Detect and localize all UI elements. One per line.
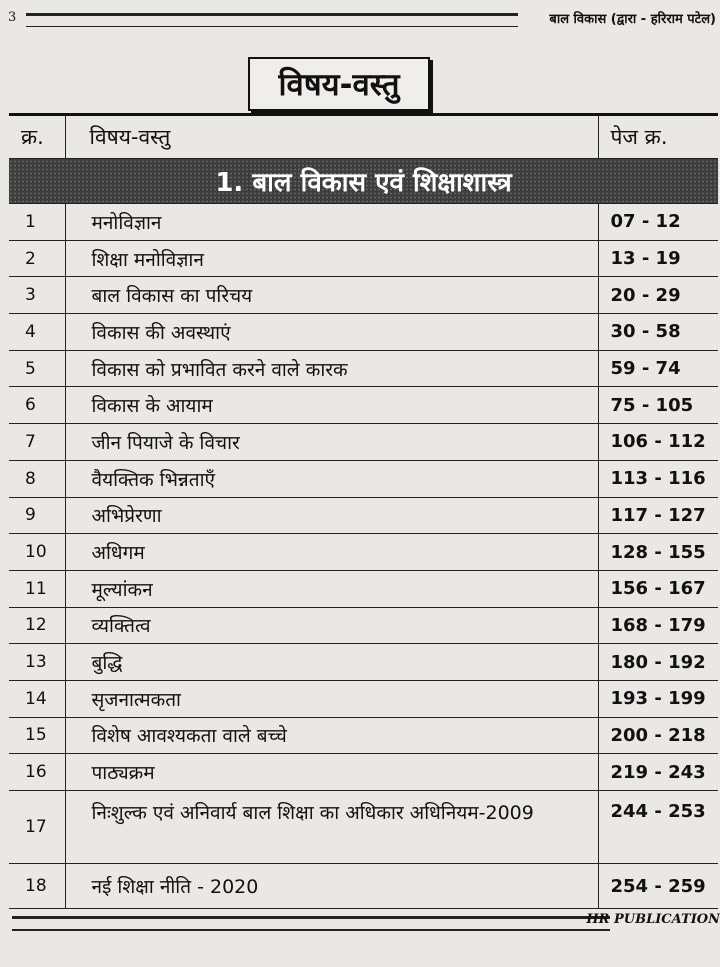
row-pages: 75 - 105 — [598, 387, 718, 424]
row-number: 3 — [9, 277, 65, 314]
row-number: 11 — [9, 570, 65, 607]
row-pages: 254 - 259 — [598, 864, 718, 909]
table-row — [9, 350, 718, 387]
table-row — [9, 314, 718, 351]
header-page: पेज क्र. — [598, 115, 718, 159]
table-row — [9, 791, 718, 864]
row-pages: 180 - 192 — [598, 644, 718, 681]
row-number: 16 — [9, 754, 65, 791]
table-row — [9, 680, 718, 717]
row-topic: बाल विकास का परिचय — [65, 277, 598, 314]
row-topic: मूल्यांकन — [65, 570, 598, 607]
row-pages: 20 - 29 — [598, 277, 718, 314]
table-row — [9, 644, 718, 681]
table-row — [9, 864, 718, 909]
table-row — [9, 460, 718, 497]
section-title: 1. बाल विकास एवं शिक्षाशास्त्र — [9, 159, 718, 204]
row-topic: व्यक्तित्व — [65, 607, 598, 644]
table-row — [9, 534, 718, 571]
row-topic: विशेष आवश्यकता वाले बच्चे — [65, 717, 598, 754]
row-pages: 200 - 218 — [598, 717, 718, 754]
row-number: 15 — [9, 717, 65, 754]
row-topic: अधिगम — [65, 534, 598, 571]
row-topic: नई शिक्षा नीति - 2020 — [65, 864, 598, 909]
table-row — [9, 277, 718, 314]
row-pages: 113 - 116 — [598, 460, 718, 497]
row-topic: बुद्धि — [65, 644, 598, 681]
row-number: 13 — [9, 644, 65, 681]
row-pages: 128 - 155 — [598, 534, 718, 571]
row-topic: विकास के आयाम — [65, 387, 598, 424]
row-pages: 219 - 243 — [598, 754, 718, 791]
row-topic: विकास को प्रभावित करने वाले कारक — [65, 350, 598, 387]
row-topic: सृजनात्मकता — [65, 680, 598, 717]
table-row — [9, 754, 718, 791]
header-number: क्र. — [9, 115, 65, 159]
section-banner — [9, 159, 718, 204]
row-number: 8 — [9, 460, 65, 497]
table-row — [9, 570, 718, 607]
footer-rule — [12, 916, 610, 931]
table-row — [9, 240, 718, 277]
row-pages: 13 - 19 — [598, 240, 718, 277]
row-pages: 30 - 58 — [598, 314, 718, 351]
row-number: 18 — [9, 864, 65, 909]
row-pages: 168 - 179 — [598, 607, 718, 644]
row-topic: अभिप्रेरणा — [65, 497, 598, 534]
header-subject: विषय-वस्तु — [65, 115, 598, 159]
toc-title: विषय-वस्तु — [248, 57, 430, 111]
row-number: 17 — [9, 791, 65, 864]
page-number: 3 — [8, 10, 17, 25]
row-pages: 117 - 127 — [598, 497, 718, 534]
row-number: 4 — [9, 314, 65, 351]
row-number: 7 — [9, 424, 65, 461]
table-row — [9, 204, 718, 241]
running-title: बाल विकास (द्वारा - हरिराम पटेल) — [549, 12, 716, 27]
row-pages: 244 - 253 — [598, 791, 718, 864]
publisher-name: HR PUBLICATION — [586, 912, 720, 927]
row-topic: शिक्षा मनोविज्ञान — [65, 240, 598, 277]
table-header-row — [9, 115, 718, 159]
row-pages: 07 - 12 — [598, 204, 718, 241]
row-number: 9 — [9, 497, 65, 534]
row-number: 14 — [9, 680, 65, 717]
row-topic: विकास की अवस्थाएं — [65, 314, 598, 351]
row-pages: 193 - 199 — [598, 680, 718, 717]
row-number: 1 — [9, 204, 65, 241]
row-topic: पाठ्यक्रम — [65, 754, 598, 791]
table-row — [9, 424, 718, 461]
row-pages: 59 - 74 — [598, 350, 718, 387]
contents-table — [9, 113, 718, 909]
row-topic: वैयक्तिक भिन्नताएँ — [65, 460, 598, 497]
row-number: 2 — [9, 240, 65, 277]
table-row — [9, 717, 718, 754]
row-number: 10 — [9, 534, 65, 571]
row-number: 6 — [9, 387, 65, 424]
row-topic: मनोविज्ञान — [65, 204, 598, 241]
row-pages: 156 - 167 — [598, 570, 718, 607]
row-number: 12 — [9, 607, 65, 644]
row-number: 5 — [9, 350, 65, 387]
row-topic: जीन पियाजे के विचार — [65, 424, 598, 461]
row-topic: निःशुल्क एवं अनिवार्य बाल शिक्षा का अधिकार अधिनियम-2009 — [65, 791, 598, 864]
table-row — [9, 497, 718, 534]
row-pages: 106 - 112 — [598, 424, 718, 461]
table-row — [9, 387, 718, 424]
header-rule — [26, 13, 518, 27]
table-row — [9, 607, 718, 644]
